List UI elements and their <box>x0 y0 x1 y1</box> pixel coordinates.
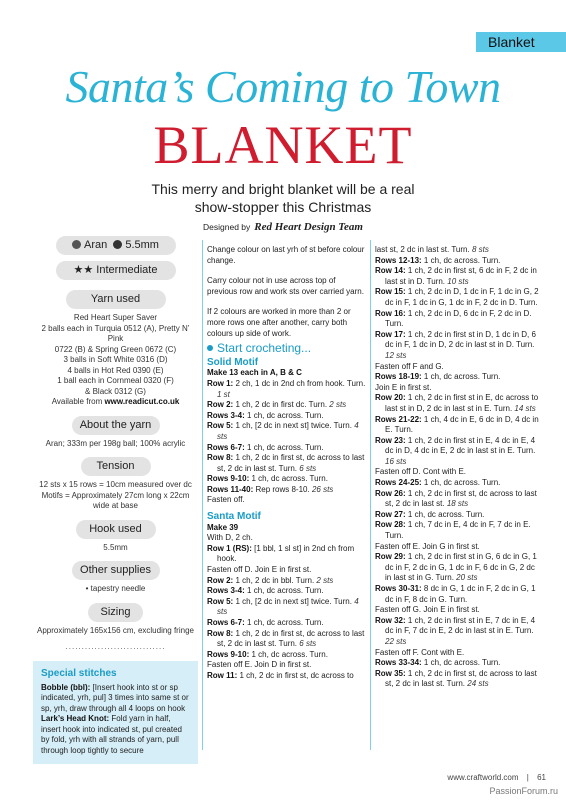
yarn-ball-icon <box>72 240 81 249</box>
row-label: Row 8: <box>207 628 234 638</box>
row-text: last st, 2 dc in last st. Turn. <box>375 245 472 254</box>
pattern-column-2 <box>207 245 367 682</box>
tension-line: wide at base <box>93 501 138 510</box>
row-label: Row 1: <box>207 378 234 388</box>
row-label: Rows 18-19: <box>375 372 422 382</box>
pattern-row <box>207 379 367 400</box>
yarn-line: 1 ball each in Cornmeal 0320 (F) <box>57 376 174 385</box>
start-crocheting-label: Start crocheting... <box>217 341 312 356</box>
yarn-line: 4 balls in Hot Red 0390 (E) <box>67 365 164 375</box>
row-text: 1 ch, dc across. Turn. <box>244 410 324 420</box>
pattern-row <box>207 618 367 629</box>
row-text: 1 ch, 2 dc in first st in G, 6 dc in G, 1 dc in F, 2 dc in G, 1 dc in F, 6 dc in G, 2 dc in last st in G. Turn. <box>385 552 537 583</box>
other-supplies-text: • tapestry needle <box>85 584 146 593</box>
row-label: Row 23: <box>375 435 406 445</box>
solid-motif-rows <box>207 379 367 496</box>
stitch-count: 16 sts <box>385 456 407 466</box>
row-text: 1 ch, 7 dc in E, 4 dc in F, 7 dc in E. Turn. <box>385 520 531 541</box>
row-text: Fasten off F and G. <box>375 361 444 371</box>
row-text: Fasten off E. Join G in first st. <box>375 541 480 551</box>
pattern-row <box>375 658 543 669</box>
tension-line: 12 sts x 15 rows = 10cm measured over dc <box>39 480 192 489</box>
stitch-count: 4 sts <box>217 596 359 617</box>
intro-line-2: show-stopper this Christmas <box>194 199 372 215</box>
pattern-row <box>375 309 543 330</box>
intro-text <box>100 180 466 216</box>
pattern-row <box>375 287 543 308</box>
santa-motif-rows-cont <box>375 245 543 690</box>
pattern-row <box>207 660 367 671</box>
stitch-count: 2 sts <box>316 575 334 585</box>
designed-label: Designed by <box>203 222 251 232</box>
pattern-row <box>207 650 367 661</box>
row-label: Row 1 (RS): <box>207 543 252 553</box>
row-label: Row 11: <box>207 670 238 680</box>
row-text: Join E in first st. <box>375 382 432 392</box>
yarn-weight: Aran <box>84 239 108 251</box>
pattern-row <box>375 584 543 605</box>
row-text: 1 ch, dc across. Turn. <box>421 372 501 382</box>
row-text: Fasten off F. Cont with E. <box>375 647 465 657</box>
row-text: Rep rows 8-10. <box>253 484 312 494</box>
footer-separator: | <box>526 773 529 782</box>
pattern-row <box>375 362 543 373</box>
pattern-row <box>375 393 543 414</box>
pattern-row <box>375 245 543 256</box>
pattern-row <box>207 597 367 618</box>
pattern-row <box>375 330 543 362</box>
sizing-heading: Sizing <box>88 603 143 622</box>
note-paragraph: Carry colour not in use across top of previous row and work sts over carried yarn. <box>207 276 364 296</box>
sidebar <box>33 236 198 764</box>
row-text: 1 ch, 2 dc in first st in E, 7 dc in E, 4 dc in F, 7 dc in E, 2 dc in last st in E. Turn. <box>385 615 536 636</box>
designer-credit <box>0 221 566 233</box>
pattern-row <box>207 421 367 442</box>
stitch-count: 26 sts <box>311 484 334 494</box>
hook-used-text: 5.5mm <box>103 542 128 552</box>
row-label: Rows 12-13: <box>375 255 422 265</box>
row-text: 1 ch, 2 dc in first st, dc across to last st, 2 dc in last st. <box>385 488 537 509</box>
row-label: Row 29: <box>375 552 406 562</box>
pattern-row <box>207 474 367 485</box>
pattern-row <box>375 256 543 267</box>
row-text: 1 ch, 2 dc in bbl. Turn. <box>233 575 317 585</box>
special-stitches-heading: Special stitches <box>41 668 117 679</box>
other-supplies-heading: Other supplies <box>72 561 160 580</box>
row-text: 1 ch, dc across. Turn. <box>249 649 328 659</box>
santa-motif-heading: Santa Motif <box>207 511 261 523</box>
pattern-row <box>207 443 367 454</box>
readicut-link[interactable]: www.readicut.co.uk <box>104 397 180 406</box>
santa-motif-rows <box>207 544 367 682</box>
pattern-row <box>207 565 367 576</box>
available-prefix: Available from <box>51 397 105 406</box>
row-label: Rows 9-10: <box>207 474 250 484</box>
pattern-row <box>375 467 543 478</box>
pattern-row <box>375 510 543 521</box>
pattern-row <box>207 453 367 474</box>
row-label: Rows 21-22: <box>375 414 422 424</box>
row-text: Fasten off G. Join E in first st. <box>375 605 480 615</box>
row-label: Row 17: <box>375 329 406 339</box>
pattern-row <box>207 400 367 411</box>
pattern-row <box>207 629 367 650</box>
row-text: 1 ch, dc across. Turn. <box>249 474 328 484</box>
row-label: Rows 9-10: <box>207 649 250 659</box>
note-paragraph: If 2 colours are worked in more than 2 or more rows one after another, carry both colours up side of work. <box>207 307 351 338</box>
row-label: Row 5: <box>207 596 234 606</box>
row-text: Fasten off D. Cont with E. <box>375 467 467 477</box>
row-text: [1 bbl, 1 sl st] in 2nd ch from hook. <box>217 543 355 564</box>
pattern-row <box>375 415 543 436</box>
hook-used-heading: Hook used <box>76 520 156 539</box>
yarn-weight-pill <box>56 236 176 255</box>
row-text: 1 ch, 2 dc in first dc. Turn. <box>233 400 330 410</box>
pattern-row <box>375 520 543 541</box>
row-label: Rows 33-34: <box>375 658 422 668</box>
row-text: 1 ch, dc across. Turn. <box>405 509 485 519</box>
row-label: Row 8: <box>207 453 234 463</box>
pattern-row <box>375 552 543 584</box>
page-number: 61 <box>537 773 546 782</box>
pattern-row <box>375 669 543 690</box>
row-text: 1 ch, [2 dc in next st] twice. Turn. <box>233 421 355 431</box>
page-footer <box>447 773 546 782</box>
row-text: 1 ch, 2 dc in first st, 6 dc in F, 2 dc in last st in D. Turn. <box>385 266 537 286</box>
stitch-count: 12 sts <box>385 350 407 360</box>
row-text: 1 ch, 2 dc in first st, dc across to last st, 2 dc in last st. Turn. <box>217 453 365 473</box>
pattern-row <box>207 544 367 565</box>
watermark: PassionForum.ru <box>489 786 558 796</box>
stitch-count: 14 sts <box>514 403 536 413</box>
row-text: 2 ch, 1 dc in 2nd ch from hook. Turn. <box>233 378 366 388</box>
solid-motif-heading: Solid Motif <box>207 356 259 368</box>
row-text: Fasten off D. Join E in first st. <box>207 565 312 575</box>
row-text: 1 ch, dc across. Turn. <box>421 658 501 668</box>
stitch-count: 4 sts <box>217 421 359 441</box>
pattern-row <box>207 411 367 422</box>
row-label: Row 28: <box>375 520 406 530</box>
pattern-row <box>375 616 543 648</box>
column-divider <box>202 240 203 750</box>
tension-line: Motifs = Approximately 27cm long x 22cm <box>41 490 190 500</box>
row-text: Fasten off E. Join D in first st. <box>207 660 312 670</box>
level-pill: ★★ Intermediate <box>56 261 176 280</box>
solid-motif-make <box>207 368 367 379</box>
footer-site: www.craftworld.com <box>447 773 519 782</box>
yarn-line: Red Heart Super Saver <box>73 313 158 322</box>
pattern-row <box>375 605 543 616</box>
row-text: 1 ch, 2 dc in first st in E, dc across to last st in D, 2 dc in last st in E. Turn. <box>385 393 539 413</box>
row-text: 1 ch, 2 dc in first st, dc across to <box>237 670 354 680</box>
pattern-row <box>207 671 367 682</box>
pattern-row <box>375 383 543 394</box>
row-label: Row 27: <box>375 509 406 519</box>
row-text: 1 ch, 2 dc in first st, dc across to last st, 2 dc in last st. Turn. <box>217 628 365 649</box>
tension-text <box>33 480 198 512</box>
row-label: Rows 3-4: <box>207 586 245 596</box>
yarn-line: & Black 0312 (G) <box>85 386 146 396</box>
stitch-count: 18 sts <box>446 499 469 509</box>
row-text: 1 ch, 2 dc in D, 6 dc in F, 2 dc in D. Turn. <box>385 308 532 329</box>
hook-icon <box>113 240 122 249</box>
row-label: Row 15: <box>375 287 406 297</box>
row-label: Rows 6-7: <box>207 442 245 452</box>
sizing-text: Approximately 165x156 cm, excluding fringe <box>37 625 194 635</box>
stitch-count: 6 sts <box>299 639 317 649</box>
column-divider <box>370 240 371 750</box>
note-paragraph: Change colour on last yrh of st before colour change. <box>207 245 365 265</box>
yarn-used-heading: Yarn used <box>66 290 166 309</box>
stitch-count: 6 sts <box>299 463 317 473</box>
stitch-count: 20 sts <box>456 573 478 583</box>
row-label: Rows 3-4: <box>207 410 245 420</box>
row-label: Rows 24-25: <box>375 478 422 488</box>
bobble-definition <box>41 683 190 715</box>
row-label: Row 32: <box>375 615 406 625</box>
about-yarn-text: Aran; 333m per 198g ball; 100% acrylic <box>45 438 186 448</box>
row-text: 1 ch, [2 dc in next st] twice. Turn. <box>233 596 355 606</box>
solid-motif-end: Fasten off. <box>207 495 245 505</box>
yarn-line: 3 balls in Soft White 0316 (D) <box>63 355 168 364</box>
row-label: Row 14: <box>375 266 406 276</box>
bobble-text: [Insert hook into st or sp indicated, yrh, pul] 3 times into same st or sp, yrh, draw through all 4 loops on hook <box>41 682 189 713</box>
solid-make-label: Make 13 each in A, B & C <box>207 368 302 378</box>
row-text: 1 ch, 2 dc in first st in D, 1 dc in D, 6 dc in F, 1 dc in D, 2 dc in last st in D. Turn. <box>385 329 536 350</box>
page-title-line2: BLANKET <box>153 115 413 175</box>
santa-motif-with: With D, 2 ch. <box>207 533 253 543</box>
row-label: Row 35: <box>375 668 406 678</box>
stitch-count: 22 sts <box>385 636 407 646</box>
row-label: Row 16: <box>375 308 406 318</box>
row-text: 1 ch, 2 dc in D, 1 dc in F, 1 dc in G, 2 dc in F, 1 dc in G, 1 dc in F, 2 dc in D. Turn. <box>385 287 539 307</box>
row-text: 1 ch, dc across. Turn. <box>244 618 324 627</box>
page-title-line1: Santa’s Coming to Town <box>65 61 501 112</box>
row-text: 1 ch, dc across. Turn. <box>244 586 324 596</box>
hook-size: 5.5mm <box>125 239 159 251</box>
stitch-count: 2 sts <box>329 400 347 410</box>
larks-head-label: Lark’s Head Knot: <box>41 714 110 723</box>
row-text: 1 ch, 2 dc in first st in E, 4 dc in E, 4 dc in D, 4 dc in E, 2 dc in last st in E. Turn. <box>385 435 536 456</box>
pattern-row <box>375 648 543 659</box>
dotted-divider: ............................... <box>65 642 166 651</box>
santa-motif-make <box>207 523 367 534</box>
bullet-icon <box>207 345 213 351</box>
yarn-line: 2 balls each in Turquia 0512 (A), Pretty N’ Pink <box>41 323 190 343</box>
row-label: Row 2: <box>207 400 234 410</box>
stitch-count: 10 sts <box>447 276 469 286</box>
bobble-label: Bobble (bbl): <box>41 682 91 692</box>
special-stitches-box <box>33 661 198 764</box>
pattern-row <box>207 485 367 496</box>
tension-heading: Tension <box>81 457 151 476</box>
pattern-row <box>375 489 543 510</box>
larks-head-text: Fold yarn in half, insert hook into indicated st, pul created by fold, yrh with all strands of yarn, pull through loop tightly to secure <box>41 714 182 755</box>
pattern-row <box>375 436 543 468</box>
row-label: Rows 30-31: <box>375 584 422 593</box>
designer-name: Red Heart Design Team <box>254 221 363 233</box>
stitch-count: 1 st <box>217 389 230 399</box>
row-text: 1 ch, 2 dc in first st, dc across to last st, 2 dc in last st. Turn. <box>385 668 537 689</box>
row-text: 1 ch, 4 dc in E, 6 dc in D, 4 dc in E. Turn. <box>385 414 539 435</box>
row-label: Row 26: <box>375 488 406 498</box>
larks-head-definition <box>41 714 190 756</box>
row-label: Row 20: <box>375 393 406 403</box>
stitch-count: 8 sts <box>471 245 489 254</box>
about-yarn-heading: About the yarn <box>72 416 160 435</box>
start-crocheting-heading <box>207 343 367 354</box>
section-tab: Blanket <box>476 32 566 52</box>
row-text: 1 ch, dc across. Turn. <box>244 442 324 452</box>
row-label: Row 2: <box>207 575 234 585</box>
row-label: Rows 11-40: <box>207 484 254 494</box>
row-text: 1 ch, dc across. Turn. <box>421 478 501 488</box>
pattern-row <box>207 586 367 597</box>
row-text: 8 dc in G, 1 dc in F, 2 dc in G, 1 dc in F, 8 dc in G. Turn. <box>385 584 536 604</box>
pattern-column-3 <box>375 245 543 690</box>
pattern-row <box>207 576 367 587</box>
santa-make-label: Make 39 <box>207 522 239 532</box>
pattern-row <box>375 478 543 489</box>
available-line <box>33 397 198 408</box>
pattern-row <box>375 542 543 553</box>
pattern-row <box>375 372 543 383</box>
row-label: Row 5: <box>207 421 234 431</box>
yarn-line: 0722 (B) & Spring Green 0672 (C) <box>54 344 177 354</box>
row-text: 1 ch, dc across. Turn. <box>421 255 501 265</box>
row-label: Rows 6-7: <box>207 618 245 627</box>
pattern-row <box>375 266 543 287</box>
stitch-count: 24 sts <box>467 679 489 689</box>
intro-line-1: This merry and bright blanket will be a real <box>151 181 415 197</box>
yarn-used-text <box>33 313 198 408</box>
